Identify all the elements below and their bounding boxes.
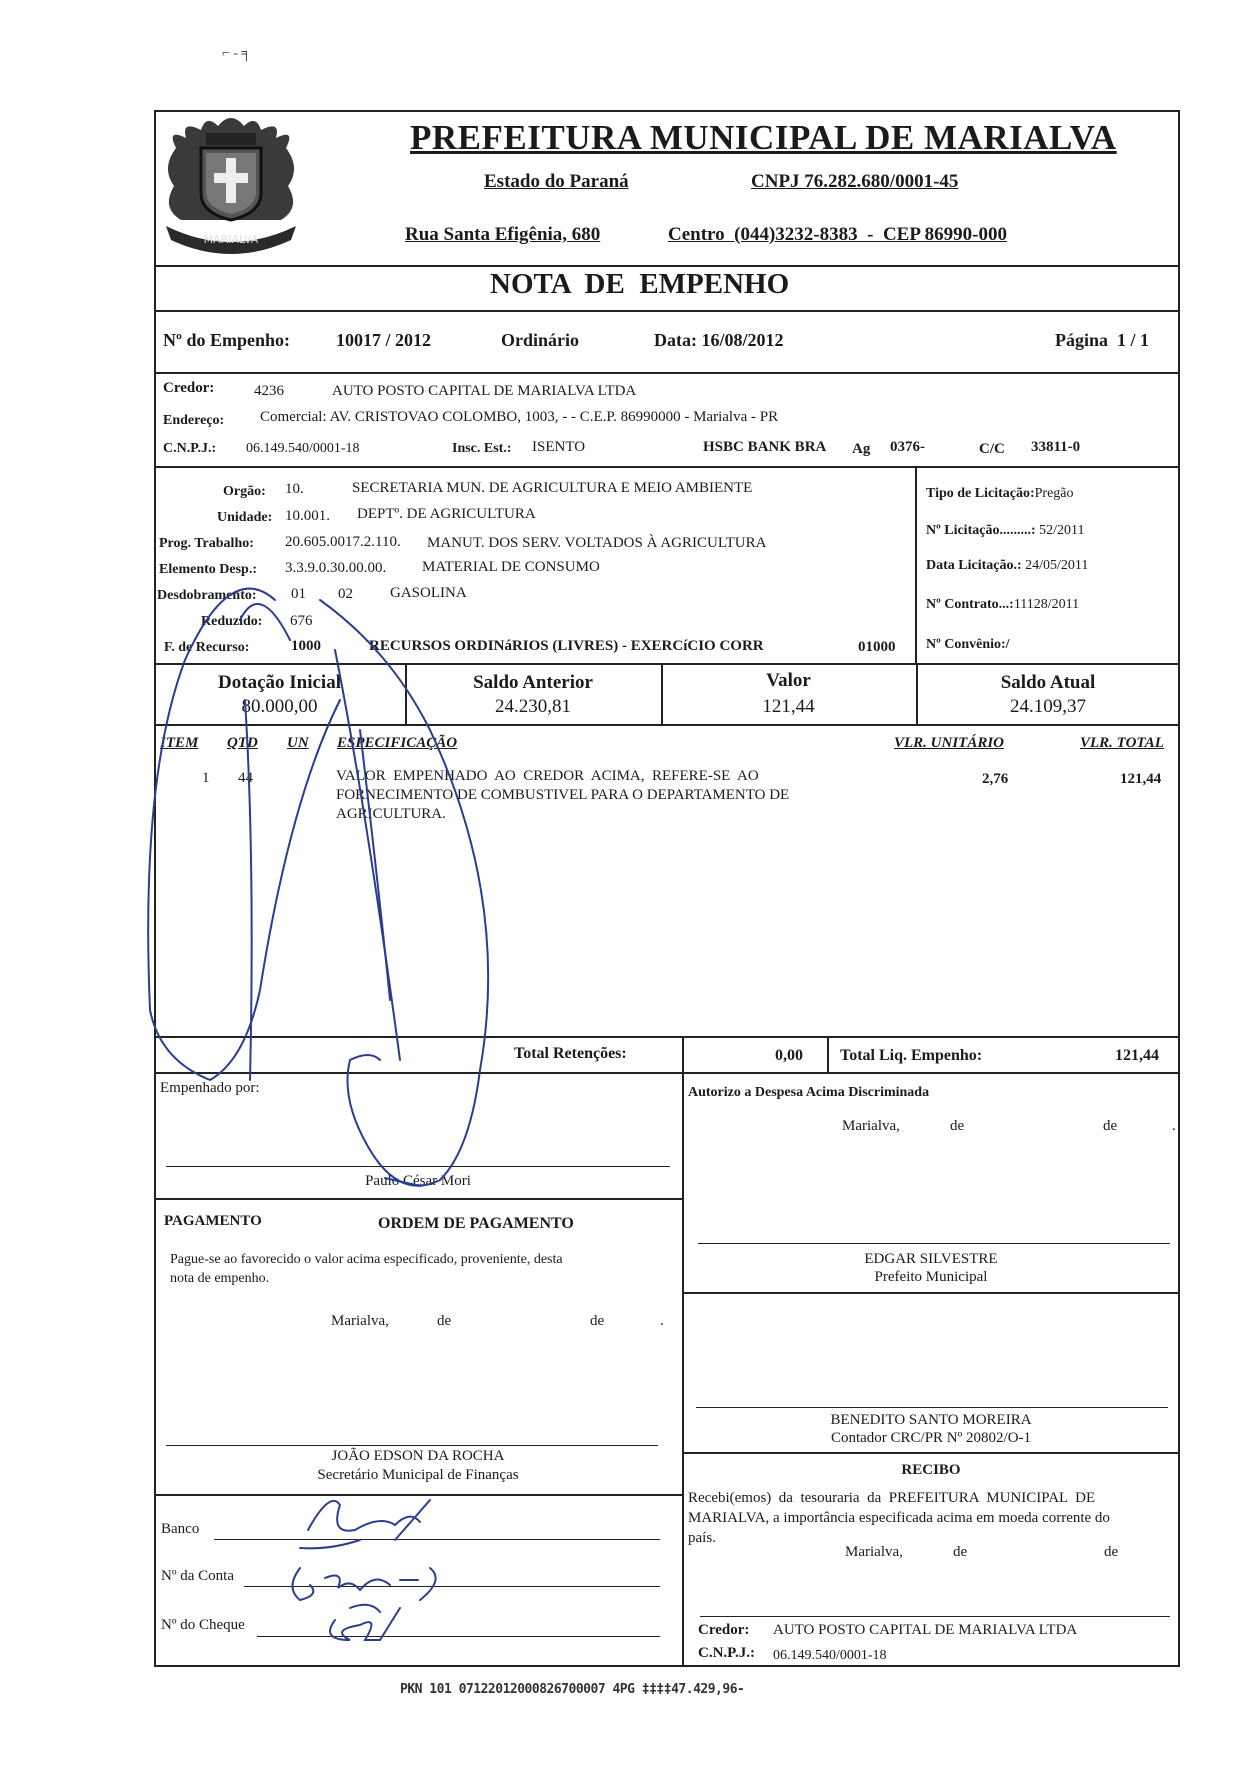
page-title: PREFEITURA MUNICIPAL DE MARIALVA: [410, 118, 1117, 157]
bank-name: HSBC BANK BRA: [703, 439, 827, 455]
item-number: 1: [202, 770, 210, 786]
total-liquido-label: Total Liq. Empenho:: [840, 1047, 983, 1064]
orgao-value: SECRETARIA MUN. DE AGRICULTURA E MEIO AMBIENTE: [352, 480, 753, 496]
autorizo-city: Marialva,: [842, 1118, 900, 1134]
col-un: UN: [287, 735, 309, 751]
valor-value: 121,44: [762, 696, 815, 717]
cnpj-value: 06.149.540/0001-18: [246, 441, 360, 456]
unidade-value: DEPTº. DE AGRICULTURA: [357, 506, 536, 522]
cc-value: 33811-0: [1031, 439, 1081, 455]
saldo-anterior-value: 24.230,81: [495, 696, 571, 717]
recibo-signature-line: [700, 1616, 1170, 1617]
secretario-role: Secretário Municipal de Finanças: [317, 1467, 519, 1483]
cnpj-header: CNPJ 76.282.680/0001-45: [751, 171, 959, 192]
pagamento-text2: nota de empenho.: [170, 1271, 270, 1286]
recibo-credor-name: AUTO POSTO CAPITAL DE MARIALVA LTDA: [773, 1622, 1078, 1638]
empenhado-signature-line: [166, 1166, 670, 1167]
cheque-line: [257, 1636, 660, 1637]
pagamento-text1: Pague-se ao favorecido o valor acima especificado, proveniente, desta: [170, 1252, 563, 1267]
credor-name: AUTO POSTO CAPITAL DE MARIALVA LTDA: [332, 383, 637, 399]
item-qtd: 44: [238, 770, 253, 786]
licitacao-date-label: Data Licitação.: 24/05/2011: [926, 558, 1089, 573]
endereco-value: Comercial: AV. CRISTOVAO COLOMBO, 1003, - - C.E.P. 86990000 - Marialva - PR: [260, 409, 779, 425]
recibo-cnpj-label: C.N.P.J.:: [698, 1645, 755, 1661]
dotacao-inicial-label: Dotação Inicial: [218, 672, 341, 693]
cc-label: C/C: [979, 441, 1005, 457]
endereco-label: Endereço:: [163, 413, 225, 428]
col-vlr-total: VLR. TOTAL: [1080, 735, 1164, 751]
prefeito-name: EDGAR SILVESTRE: [864, 1251, 998, 1267]
contador-name: BENEDITO SANTO MOREIRA: [830, 1412, 1032, 1428]
svg-text:MARIALVA: MARIALVA: [203, 233, 259, 246]
recibo-text3: país.: [688, 1530, 716, 1546]
conta-line: [244, 1586, 660, 1587]
item-unit-value: 2,76: [982, 771, 1009, 787]
empenho-number: 10017 / 2012: [336, 330, 432, 350]
orgao-label: Orgão:: [223, 484, 266, 499]
recibo-de2: de: [1104, 1544, 1119, 1560]
recurso-code: 1000: [291, 638, 321, 654]
autorizo-de2: de: [1103, 1118, 1118, 1134]
banco-line: [214, 1539, 660, 1540]
contact: Centro (044)3232-8383 - CEP 86990-000: [668, 224, 1007, 245]
cnpj-label: C.N.P.J.:: [163, 441, 217, 456]
insc-value: ISENTO: [532, 439, 586, 455]
empenho-label: Nº do Empenho:: [163, 330, 290, 350]
dotacao-inicial-value: 80.000,00: [241, 696, 318, 717]
retencoes-label: Total Retenções:: [514, 1045, 627, 1062]
recibo-text2: MARIALVA, a importância especificada acima em moeda corrente do: [688, 1510, 1110, 1526]
recibo-text1: Recebi(emos) da tesouraria da PREFEITURA MUNICIPAL DE: [688, 1490, 1096, 1506]
reduzido-label: Reduzido:: [201, 614, 263, 629]
conta-label: Nº da Conta: [161, 1568, 234, 1584]
secretario-name: JOÃO EDSON DA ROCHA: [331, 1448, 505, 1464]
autorizo-de1: de: [950, 1118, 965, 1134]
autorizo-dot: .: [1172, 1118, 1176, 1134]
insc-label: Insc. Est.:: [452, 441, 512, 456]
recurso-value: RECURSOS ORDINáRIOS (LIVRES) - EXERCíCIO CORR: [369, 638, 764, 654]
saldo-anterior-label: Saldo Anterior: [473, 672, 593, 693]
orgao-code: 10.: [285, 481, 304, 497]
recurso-label: F. de Recurso:: [164, 640, 250, 655]
recibo-cnpj-value: 06.149.540/0001-18: [773, 1648, 887, 1663]
recibo-de1: de: [953, 1544, 968, 1560]
contrato-label: Nº Contrato...:11128/2011: [926, 597, 1080, 612]
saldo-atual-label: Saldo Atual: [1000, 672, 1096, 693]
empenho-date: Data: 16/08/2012: [654, 330, 784, 350]
contador-role: Contador CRC/PR Nº 20802/O-1: [830, 1430, 1032, 1446]
ordem-pagamento-label: ORDEM DE PAGAMENTO: [378, 1215, 574, 1232]
ag-label: Ag: [852, 441, 871, 457]
col-especificacao: ESPECIFICAÇÃO: [337, 735, 458, 751]
elemento-value: MATERIAL DE CONSUMO: [422, 559, 600, 575]
ag-value: 0376-: [890, 439, 925, 455]
recurso-num: 01000: [858, 639, 896, 655]
prefeito-role: Prefeito Municipal: [874, 1269, 988, 1285]
cheque-label: Nº do Cheque: [161, 1617, 245, 1633]
recibo-city: Marialva,: [845, 1544, 903, 1560]
prefeito-signature-line: [698, 1243, 1170, 1244]
empenhado-label: Empenhado por:: [160, 1080, 260, 1096]
autorizo-label: Autorizo a Despesa Acima Discriminada: [688, 1085, 930, 1100]
pagamento-de2: de: [590, 1313, 605, 1329]
unidade-label: Unidade:: [217, 510, 273, 525]
empenho-type: Ordinário: [501, 330, 580, 350]
col-qtd: QTD: [227, 735, 258, 751]
pagamento-dot: .: [660, 1313, 664, 1329]
licitacao-type-label: Tipo de Licitação:Pregão: [926, 486, 1074, 501]
elemento-label: Elemento Desp.:: [159, 562, 257, 577]
recibo-credor-label: Credor:: [698, 1622, 750, 1638]
credor-label: Credor:: [163, 380, 215, 396]
valor-label: Valor: [766, 670, 811, 691]
col-item: ITEM: [160, 735, 199, 751]
prog-value: MANUT. DOS SERV. VOLTADOS À AGRICULTURA: [427, 535, 767, 551]
credor-code: 4236: [254, 383, 284, 399]
page-number: Página 1 / 1: [1055, 330, 1150, 350]
col-vlr-unitario: VLR. UNITÁRIO: [894, 735, 1005, 751]
prog-label: Prog. Trabalho:: [159, 536, 254, 551]
pagamento-de1: de: [437, 1313, 452, 1329]
item-total-value: 121,44: [1120, 771, 1162, 787]
desdobramento-label: Desdobramento:: [157, 588, 257, 603]
saldo-atual-value: 24.109,37: [1010, 696, 1086, 717]
item-desc-line1: VALOR EMPENHADO AO CREDOR ACIMA, REFERE-SE AO: [336, 768, 759, 784]
contador-signature-line: [696, 1407, 1168, 1408]
recibo-title: RECIBO: [901, 1462, 961, 1478]
unidade-code: 10.001.: [285, 508, 330, 524]
desdobramento-b: 02: [338, 586, 353, 602]
doc-title: NOTA DE EMPENHO: [490, 268, 790, 300]
convenio-label: Nº Convênio:/: [926, 637, 1010, 652]
pagamento-label: PAGAMENTO: [164, 1213, 262, 1229]
secretario-signature-line: [166, 1445, 658, 1446]
desdobramento-value: GASOLINA: [390, 585, 467, 601]
elemento-code: 3.3.9.0.30.00.00.: [285, 560, 387, 576]
desdobramento-a: 01: [291, 586, 306, 602]
top-mark: ⌐ - ╕: [222, 46, 252, 61]
prog-code: 20.605.0017.2.110.: [285, 534, 401, 550]
empenhado-name: Paulo César Mori: [365, 1173, 471, 1189]
item-desc-line2: FORNECIMENTO DE COMBUSTIVEL PARA O DEPARTAMENTO DE: [336, 787, 790, 803]
footer-code: PKN 101 07122012000826700007 4PG ‡‡‡‡47.429,96-: [400, 1682, 745, 1697]
banco-label: Banco: [161, 1521, 200, 1537]
pagamento-city: Marialva,: [331, 1313, 389, 1329]
address: Rua Santa Efigênia, 680: [405, 224, 601, 245]
total-liquido-value: 121,44: [1115, 1047, 1159, 1064]
item-desc-line3: AGRICULTURA.: [336, 806, 446, 822]
state-label: Estado do Paraná: [484, 171, 629, 192]
licitacao-number-label: Nº Licitação.........: 52/2011: [926, 523, 1085, 538]
crest-logo: [156, 108, 306, 258]
retencoes-value: 0,00: [775, 1047, 803, 1064]
reduzido-value: 676: [290, 613, 313, 629]
